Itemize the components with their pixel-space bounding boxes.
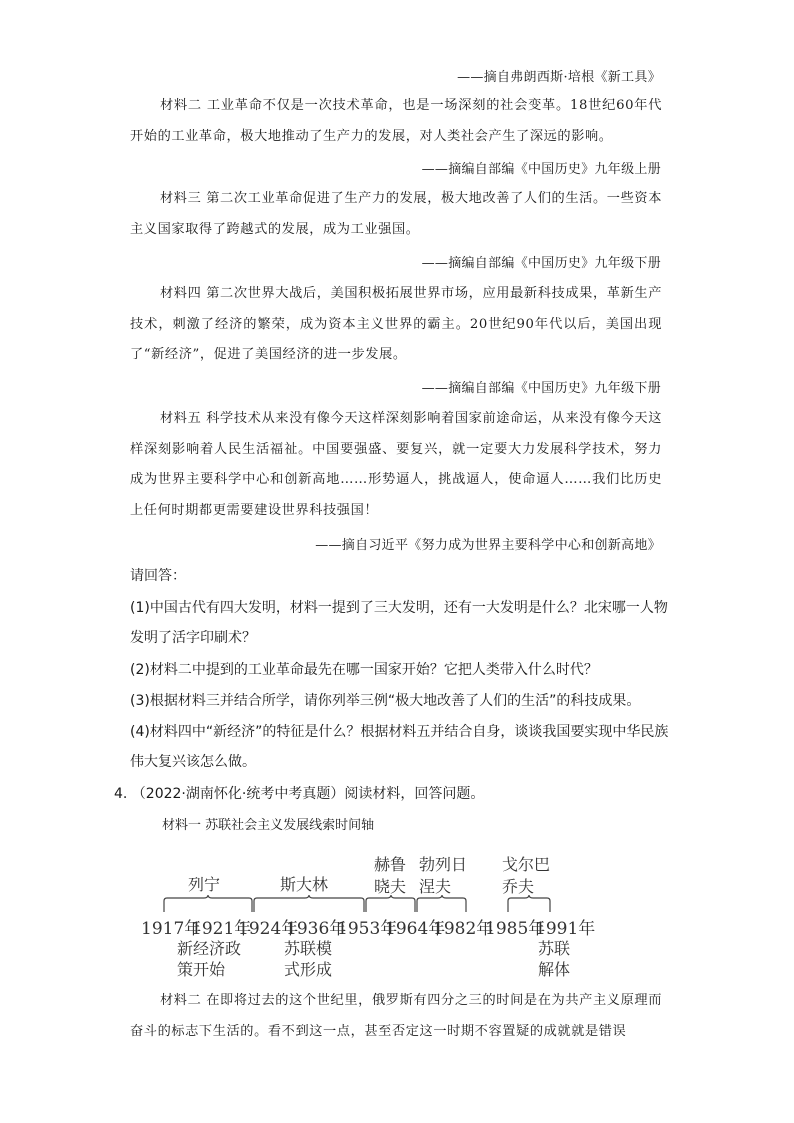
source-citation-3: ——摘编自部编《中国历史》九年级下册	[421, 256, 661, 271]
note-nep-line1: 新经济政	[177, 939, 242, 958]
bracket-stalin	[254, 895, 364, 912]
material-4-paragraph: 材料四 第二次世界大战后，美国积极拓展世界市场，应用最新科技成果，革新生产技术，刺激了经济的繁荣，成为资本主义世界的霸主。20世纪90年代以后，美国出现了“新经济”，促进了美国经济的进一步发展。	[130, 286, 662, 362]
leader-khrushchev-line1: 赫鲁	[374, 855, 407, 874]
note-dissolution-line1: 苏联	[538, 939, 571, 958]
leader-brezhnev-line2: 涅夫	[419, 877, 452, 896]
question-4-heading: 4. （2022·湖南怀化·统考中考真题）阅读材料，回答问题。	[114, 786, 485, 802]
year-1991: 1991年	[535, 919, 596, 939]
year-1917: 1917年	[141, 919, 202, 939]
source-citation-5: ——摘自习近平《努力成为世界主要科学中心和创新高地》	[315, 538, 661, 553]
year-1936: 1936年	[286, 919, 347, 939]
answer-prompt: 请回答：	[130, 568, 186, 584]
leader-brezhnev-line1: 勃列日	[419, 855, 468, 874]
note-nep-line2: 策开始	[177, 960, 226, 979]
leader-lenin: 列宁	[188, 875, 221, 894]
note-soviet-model-line1: 苏联模	[284, 939, 333, 958]
leader-gorbachev	[502, 854, 550, 898]
bracket-lenin	[164, 895, 252, 912]
material-5-paragraph: 材料五 科学技术从来没有像今天这样深刻影响着国家前途命运，从来没有像今天这样深刻影响着人民生活福祉。中国要强盛、要复兴，就一定要大力发展科学技术，努力成为世界主要科学中心和创新高地……形势逼人，挑战逼人，使命逼人……我们比历史上任何时期都更需要建设世界科技强国！	[130, 411, 662, 518]
q4-material-2-paragraph: 材料二 在即将过去的这个世纪里，俄罗斯有四分之三的时间是在为共产主义原理而奋斗的标志下生活的。看不到这一点，甚至否定这一时期不容置疑的成就就是错误	[130, 993, 662, 1039]
note-soviet-model	[284, 938, 332, 980]
question-1: (1)中国古代有四大发明，材料一提到了三大发明，还有一大发明是什么？北宋哪一人物发明了活字印刷术？	[130, 600, 668, 646]
source-citation-4: ——摘编自部编《中国历史》九年级下册	[421, 381, 661, 396]
leader-gorbachev-line1: 戈尔巴	[502, 855, 551, 874]
question-2: (2)材料二中提到的工业革命最先在哪一国家开始？它把人类带入什么时代？	[130, 662, 598, 678]
year-1924: 1924年	[238, 919, 299, 939]
year-1964: 1964年	[385, 919, 446, 939]
note-dissolution	[538, 938, 570, 980]
timeline-title: 材料一 苏联社会主义发展线索时间轴	[162, 818, 375, 833]
leader-gorbachev-line2: 乔夫	[502, 877, 535, 896]
note-dissolution-line2: 解体	[538, 960, 571, 979]
source-citation-2: ——摘编自部编《中国历史》九年级上册	[421, 162, 661, 177]
note-nep	[177, 938, 241, 980]
question-3: (3)根据材料三并结合所学，请你列举三例“极大地改善了人们的生活”的科技成果。	[130, 693, 641, 709]
material-2-paragraph: 材料二 工业革命不仅是一次技术革命，也是一场深刻的社会变革。18世纪60年代开始的工业革命，极大地推动了生产力的发展，对人类社会产生了深远的影响。	[130, 98, 662, 144]
question-4: (4)材料四中“新经济”的特征是什么？根据材料五并结合自身，谈谈我国要实现中华民族伟大复兴该怎么做。	[130, 724, 669, 770]
leader-khrushchev	[374, 854, 406, 898]
leader-khrushchev-line2: 晓夫	[374, 877, 407, 896]
material-3-paragraph: 材料三 第二次工业革命促进了生产力的发展，极大地改善了人们的生活。一些资本主义国家取得了跨越式的发展，成为工业强国。	[130, 191, 662, 237]
leader-brezhnev	[419, 854, 467, 898]
year-1985: 1985年	[485, 919, 546, 939]
leader-stalin: 斯大林	[280, 875, 329, 894]
note-soviet-model-line2: 式形成	[284, 960, 333, 979]
year-1953: 1953年	[337, 919, 398, 939]
year-1982: 1982年	[433, 919, 494, 939]
year-1921: 1921年	[191, 919, 252, 939]
source-citation-1: ——摘自弗朗西斯·培根《新工具》	[457, 70, 661, 85]
